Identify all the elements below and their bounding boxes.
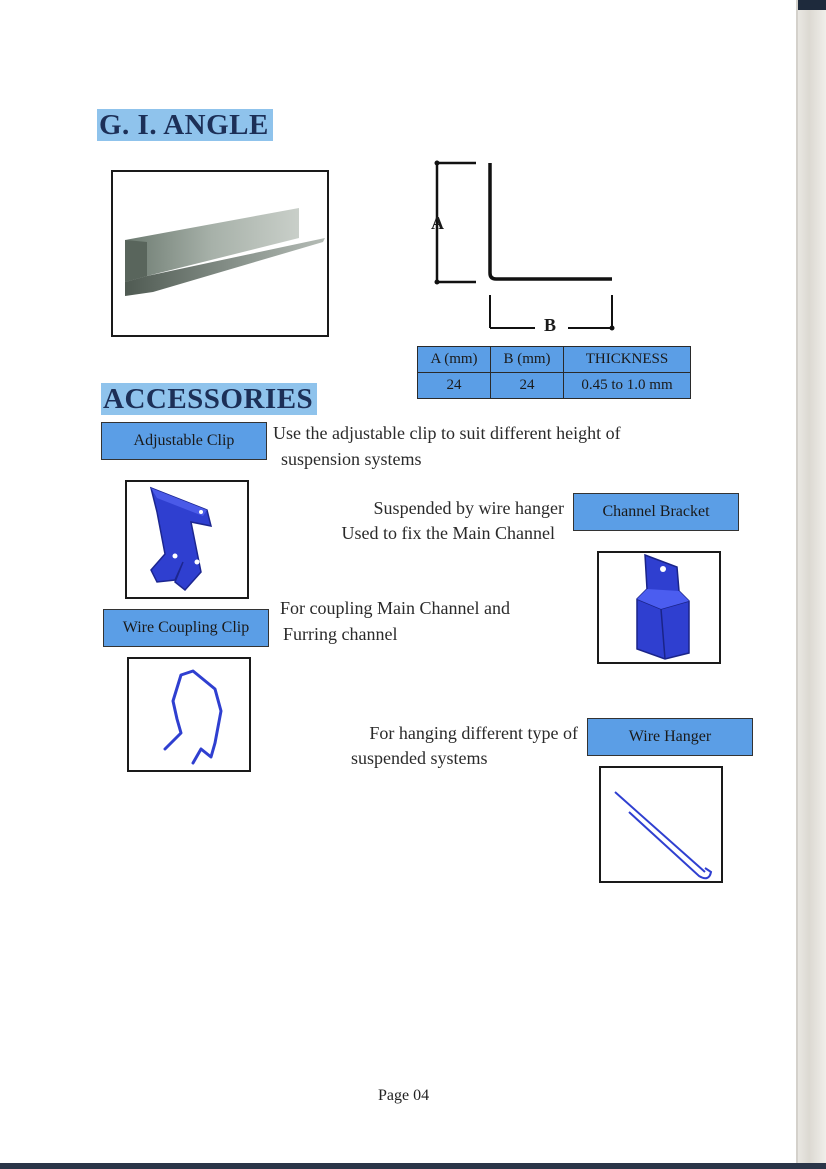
- angle-photo-frame: [111, 170, 329, 337]
- wire-coupling-clip-image-frame: [127, 657, 251, 772]
- dimension-b-label: B: [544, 315, 557, 335]
- wire-coupling-clip-desc-2: Furring channel: [283, 624, 398, 644]
- channel-bracket-label: Channel Bracket: [573, 493, 739, 531]
- adjustable-clip-icon: [127, 482, 247, 597]
- table-header-row: [418, 347, 691, 373]
- angle-photo: [113, 172, 327, 335]
- adjustable-clip-desc-2: suspension systems: [281, 449, 422, 469]
- channel-bracket-desc-1: Suspended by wire hanger: [373, 498, 564, 518]
- adjustable-clip-image-frame: [125, 480, 249, 599]
- header-a: A (mm): [418, 347, 491, 373]
- wire-coupling-clip-icon: [129, 659, 249, 770]
- page-edge: [798, 0, 826, 1169]
- header-thickness: THICKNESS: [564, 347, 691, 373]
- angle-heading: G. I. ANGLE: [97, 110, 273, 140]
- adjustable-clip-desc-1: Use the adjustable clip to suit different height of: [273, 423, 621, 443]
- channel-bracket-desc-2: Used to fix the Main Channel: [341, 523, 555, 543]
- adjustable-clip-label: Adjustable Clip: [101, 422, 267, 460]
- cell-b: 24: [491, 373, 564, 399]
- table-row: [418, 373, 691, 399]
- wire-hanger-label: Wire Hanger: [587, 718, 753, 756]
- wire-hanger-image-frame: [599, 766, 723, 883]
- cell-a: 24: [418, 373, 491, 399]
- dimension-a-label: A: [431, 213, 444, 233]
- channel-bracket-image-frame: [597, 551, 721, 664]
- header-b: B (mm): [491, 347, 564, 373]
- page-bottom-edge: [0, 1163, 826, 1169]
- cell-thickness: 0.45 to 1.0 mm: [564, 373, 691, 399]
- channel-bracket-icon: [599, 553, 719, 662]
- wire-hanger-icon: [601, 768, 721, 881]
- angle-section-diagram: [426, 155, 626, 340]
- wire-coupling-clip-label: Wire Coupling Clip: [103, 609, 269, 647]
- wire-hanger-desc-1: For hanging different type of: [369, 723, 578, 743]
- wire-hanger-desc-2: suspended systems: [351, 748, 488, 768]
- spec-table: [417, 346, 691, 399]
- accessories-heading: ACCESSORIES: [101, 384, 317, 414]
- page-number: Page 04: [378, 1087, 430, 1104]
- wire-coupling-clip-desc-1: For coupling Main Channel and: [280, 598, 510, 618]
- page-corner: [798, 0, 826, 10]
